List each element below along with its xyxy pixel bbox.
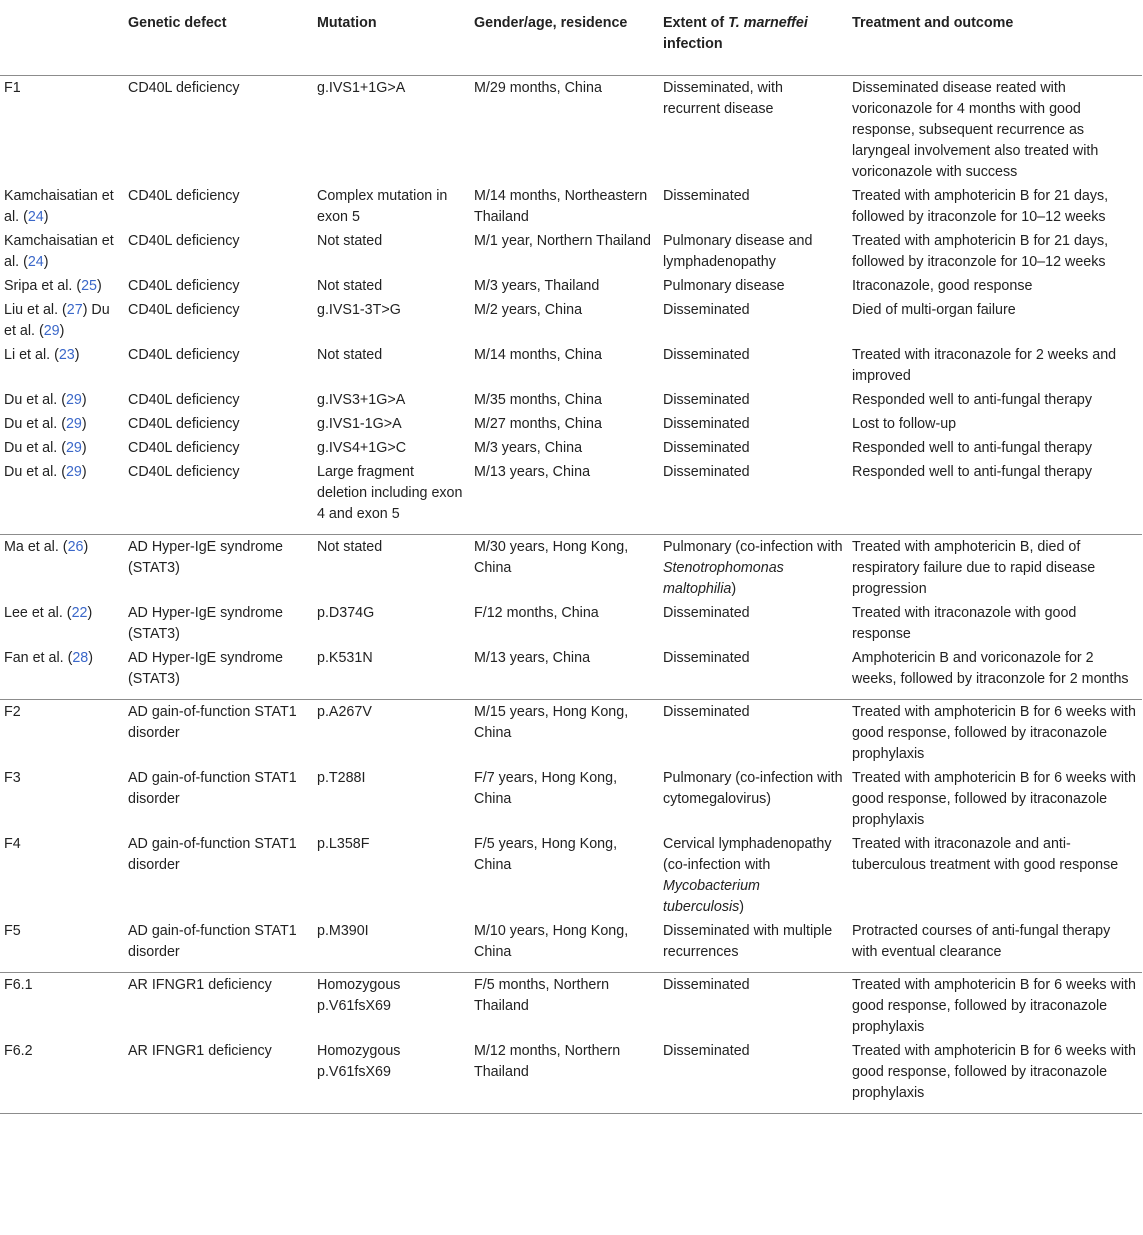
cell-text: Treated with itraconazole with good response bbox=[852, 604, 1077, 642]
cell-text: AD gain-of-function STAT1 disorder bbox=[128, 922, 297, 960]
treatment-outcome-cell bbox=[848, 766, 1142, 832]
cell-text: M/2 years, China bbox=[474, 301, 583, 318]
italic-organism-name: Stenotrophomonas maltophilia bbox=[663, 559, 784, 597]
cell-text: p.D374G bbox=[317, 604, 375, 621]
case-cell bbox=[0, 412, 124, 436]
cell-text: ) bbox=[88, 649, 94, 666]
mutation-cell bbox=[313, 766, 470, 832]
mutation-cell bbox=[313, 832, 470, 919]
cell-text: Du et al. ( bbox=[4, 415, 66, 432]
treatment-outcome-cell bbox=[848, 1039, 1142, 1114]
table-row bbox=[0, 699, 1142, 766]
cell-text: M/12 months, Northern Thailand bbox=[474, 1042, 621, 1080]
treatment-outcome-cell bbox=[848, 343, 1142, 388]
mutation-cell bbox=[313, 699, 470, 766]
infection-extent-cell bbox=[659, 298, 848, 343]
cell-text: AD Hyper-IgE syndrome (STAT3) bbox=[128, 538, 283, 576]
cell-text: Disseminated bbox=[663, 649, 750, 666]
cell-text: M/14 months, Northeastern Thailand bbox=[474, 187, 648, 225]
cell-text: Disseminated bbox=[663, 301, 750, 318]
infection-extent-cell bbox=[659, 274, 848, 298]
header-gender-age-residence: Gender/age, residence bbox=[470, 0, 659, 75]
mutation-cell bbox=[313, 388, 470, 412]
genetic-defect-cell bbox=[124, 388, 313, 412]
cell-text: Disseminated disease reated with voriconazole for 4 months with good response, subsequent recurrence as laryngeal involvement also treated with voriconazole with success bbox=[852, 79, 1099, 180]
cell-text: Ma et al. ( bbox=[4, 538, 68, 555]
cell-text: M/3 years, Thailand bbox=[474, 277, 600, 294]
case-cell bbox=[0, 832, 124, 919]
gender-age-residence-cell bbox=[470, 1039, 659, 1114]
cell-text: F3 bbox=[4, 769, 21, 786]
cell-text: CD40L deficiency bbox=[128, 346, 240, 363]
cell-text: F6.2 bbox=[4, 1042, 33, 1059]
treatment-outcome-cell bbox=[848, 646, 1142, 700]
cell-text: Treated with amphotericin B for 6 weeks with good response, followed by itraconazole prophylaxis bbox=[852, 769, 1136, 828]
genetic-defect-cell bbox=[124, 1039, 313, 1114]
mutation-cell bbox=[313, 75, 470, 184]
cell-text: F5 bbox=[4, 922, 21, 939]
cell-text: M/27 months, China bbox=[474, 415, 602, 432]
infection-extent-cell bbox=[659, 919, 848, 973]
cell-text: ) bbox=[731, 580, 737, 597]
gender-age-residence-cell bbox=[470, 412, 659, 436]
genetic-defect-cell bbox=[124, 229, 313, 274]
gender-age-residence-cell bbox=[470, 298, 659, 343]
case-cell bbox=[0, 534, 124, 601]
case-cell bbox=[0, 388, 124, 412]
gender-age-residence-cell bbox=[470, 184, 659, 229]
cell-text: Not stated bbox=[317, 277, 383, 294]
infection-extent-cell bbox=[659, 1039, 848, 1114]
infection-extent-cell bbox=[659, 699, 848, 766]
table-row bbox=[0, 298, 1142, 343]
cell-text: Large fragment deletion including exon 4 and exon 5 bbox=[317, 463, 463, 522]
cell-text: Liu et al. ( bbox=[4, 301, 67, 318]
cell-text: Disseminated bbox=[663, 415, 750, 432]
header-case bbox=[0, 0, 124, 75]
cell-text: Kamchaisatian et al. ( bbox=[4, 187, 114, 225]
table-group bbox=[0, 699, 1142, 972]
table-row bbox=[0, 534, 1142, 601]
cell-text: Amphotericin B and voriconazole for 2 weeks, followed by itraconzole for 2 months bbox=[852, 649, 1129, 687]
table-group bbox=[0, 972, 1142, 1113]
mutation-cell bbox=[313, 1039, 470, 1114]
genetic-defect-cell bbox=[124, 601, 313, 646]
cell-text: ) bbox=[74, 346, 80, 363]
genetic-defect-cell bbox=[124, 460, 313, 535]
cell-text: Sripa et al. ( bbox=[4, 277, 82, 294]
case-cell bbox=[0, 229, 124, 274]
genetic-defect-cell bbox=[124, 534, 313, 601]
cell-text: Disseminated bbox=[663, 346, 750, 363]
mutation-cell bbox=[313, 274, 470, 298]
cell-text: CD40L deficiency bbox=[128, 391, 240, 408]
infection-extent-cell bbox=[659, 832, 848, 919]
gender-age-residence-cell bbox=[470, 436, 659, 460]
case-cell bbox=[0, 919, 124, 973]
reference-link[interactable]: 29 bbox=[65, 439, 82, 456]
cell-text: Lost to follow-up bbox=[852, 415, 957, 432]
cell-text: ) bbox=[81, 463, 87, 480]
infection-extent-cell bbox=[659, 229, 848, 274]
cell-text: Du et al. ( bbox=[4, 391, 66, 408]
gender-age-residence-cell bbox=[470, 646, 659, 700]
mutation-cell bbox=[313, 646, 470, 700]
cell-text: ) bbox=[739, 898, 745, 915]
cell-text: CD40L deficiency bbox=[128, 79, 240, 96]
mutation-cell bbox=[313, 972, 470, 1039]
reference-link[interactable]: 24 bbox=[27, 253, 44, 270]
cell-text: g.IVS1-1G>A bbox=[317, 415, 402, 432]
genetic-defect-cell bbox=[124, 972, 313, 1039]
gender-age-residence-cell bbox=[470, 460, 659, 535]
table-row bbox=[0, 766, 1142, 832]
cell-text: AD Hyper-IgE syndrome (STAT3) bbox=[128, 604, 283, 642]
header-extent-of-infection: Extent of T. marneffei infection bbox=[659, 0, 848, 75]
case-cell bbox=[0, 1039, 124, 1114]
infection-extent-cell bbox=[659, 388, 848, 412]
genetic-defect-cell bbox=[124, 343, 313, 388]
cell-text: F2 bbox=[4, 703, 21, 720]
case-cell bbox=[0, 766, 124, 832]
mutation-cell bbox=[313, 229, 470, 274]
table-row bbox=[0, 388, 1142, 412]
cell-text: Fan et al. ( bbox=[4, 649, 73, 666]
cell-text: Lee et al. ( bbox=[4, 604, 72, 621]
cell-text: Pulmonary (co-infection with cytomegalovirus) bbox=[663, 769, 843, 807]
treatment-outcome-cell bbox=[848, 972, 1142, 1039]
treatment-outcome-cell bbox=[848, 75, 1142, 184]
case-cell bbox=[0, 646, 124, 700]
cell-text: Treated with itraconazole and anti-tuberculous treatment with good response bbox=[852, 835, 1119, 873]
treatment-outcome-cell bbox=[848, 601, 1142, 646]
case-cell bbox=[0, 274, 124, 298]
cell-text: g.IVS4+1G>C bbox=[317, 439, 407, 456]
cell-text: F4 bbox=[4, 835, 21, 852]
infection-extent-cell bbox=[659, 646, 848, 700]
cell-text: Disseminated bbox=[663, 187, 750, 204]
cell-text: Pulmonary disease and lymphadenopathy bbox=[663, 232, 813, 270]
case-cell bbox=[0, 343, 124, 388]
gender-age-residence-cell bbox=[470, 534, 659, 601]
genetic-defect-cell bbox=[124, 699, 313, 766]
cell-text: F/5 years, Hong Kong, China bbox=[474, 835, 618, 873]
cell-text: CD40L deficiency bbox=[128, 187, 240, 204]
gender-age-residence-cell bbox=[470, 388, 659, 412]
infection-extent-cell bbox=[659, 972, 848, 1039]
cell-text: p.A267V bbox=[317, 703, 372, 720]
cell-text: M/30 years, Hong Kong, China bbox=[474, 538, 629, 576]
cell-text: ) bbox=[83, 538, 89, 555]
cell-text: F1 bbox=[4, 79, 21, 96]
genetic-defect-cell bbox=[124, 75, 313, 184]
treatment-outcome-cell bbox=[848, 274, 1142, 298]
case-cell bbox=[0, 601, 124, 646]
cell-text: Disseminated bbox=[663, 1042, 750, 1059]
reference-link[interactable]: 26 bbox=[67, 538, 84, 555]
cell-text: ) bbox=[43, 253, 49, 270]
cell-text: AD Hyper-IgE syndrome (STAT3) bbox=[128, 649, 283, 687]
cell-text: M/14 months, China bbox=[474, 346, 602, 363]
infection-extent-cell bbox=[659, 436, 848, 460]
cell-text: M/1 year, Northern Thailand bbox=[474, 232, 651, 249]
cell-text: Homozygous p.V61fsX69 bbox=[317, 976, 401, 1014]
genetic-defect-cell bbox=[124, 184, 313, 229]
cell-text: Disseminated bbox=[663, 463, 750, 480]
cell-text: Disseminated with multiple recurrences bbox=[663, 922, 833, 960]
cell-text: Disseminated bbox=[663, 439, 750, 456]
infection-extent-cell bbox=[659, 601, 848, 646]
cell-text: ) bbox=[96, 277, 102, 294]
cell-text: Pulmonary disease bbox=[663, 277, 785, 294]
cell-text: Cervical lymphadenopathy (co-infection with bbox=[663, 835, 832, 873]
cell-text: Treated with amphotericin B, died of respiratory failure due to rapid disease progression bbox=[852, 538, 1096, 597]
cell-text: Responded well to anti-fungal therapy bbox=[852, 391, 1093, 408]
cell-text: Du et al. ( bbox=[4, 439, 66, 456]
mutation-cell bbox=[313, 919, 470, 973]
cell-text: p.K531N bbox=[317, 649, 373, 666]
italic-organism-name: T. marneffei bbox=[728, 15, 808, 31]
genetic-defect-cell bbox=[124, 274, 313, 298]
cell-text: Not stated bbox=[317, 538, 383, 555]
cell-text: M/15 years, Hong Kong, China bbox=[474, 703, 629, 741]
cell-text: Disseminated, with recurrent disease bbox=[663, 79, 783, 117]
cell-text: M/13 years, China bbox=[474, 649, 591, 666]
table-row bbox=[0, 1039, 1142, 1114]
cell-text: CD40L deficiency bbox=[128, 277, 240, 294]
genetic-defect-cell bbox=[124, 298, 313, 343]
treatment-outcome-cell bbox=[848, 229, 1142, 274]
case-cell bbox=[0, 699, 124, 766]
mutation-cell bbox=[313, 460, 470, 535]
gender-age-residence-cell bbox=[470, 972, 659, 1039]
cell-text: F/12 months, China bbox=[474, 604, 599, 621]
reference-link[interactable]: 22 bbox=[71, 604, 88, 621]
cell-text: ) bbox=[87, 604, 93, 621]
cell-text: Itraconazole, good response bbox=[852, 277, 1033, 294]
gender-age-residence-cell bbox=[470, 601, 659, 646]
cell-text: Complex mutation in exon 5 bbox=[317, 187, 448, 225]
genetic-defect-cell bbox=[124, 766, 313, 832]
cell-text: g.IVS3+1G>A bbox=[317, 391, 406, 408]
mutation-cell bbox=[313, 412, 470, 436]
cell-text: CD40L deficiency bbox=[128, 232, 240, 249]
gender-age-residence-cell bbox=[470, 699, 659, 766]
infection-extent-cell bbox=[659, 766, 848, 832]
treatment-outcome-cell bbox=[848, 298, 1142, 343]
table-row bbox=[0, 75, 1142, 184]
cell-text: Responded well to anti-fungal therapy bbox=[852, 463, 1093, 480]
treatment-outcome-cell bbox=[848, 534, 1142, 601]
cell-text: Treated with amphotericin B for 21 days, followed by itraconzole for 10–12 weeks bbox=[852, 232, 1109, 270]
reference-link[interactable]: 29 bbox=[43, 322, 60, 339]
header-genetic-defect: Genetic defect bbox=[124, 0, 313, 75]
reference-link[interactable]: 23 bbox=[58, 346, 75, 363]
cell-text: ) bbox=[81, 439, 87, 456]
cell-text: Treated with itraconazole for 2 weeks and improved bbox=[852, 346, 1117, 384]
mutation-cell bbox=[313, 298, 470, 343]
cell-text: M/35 months, China bbox=[474, 391, 602, 408]
reference-link[interactable]: 29 bbox=[65, 415, 82, 432]
case-cell bbox=[0, 298, 124, 343]
table-row bbox=[0, 229, 1142, 274]
cell-text: AD gain-of-function STAT1 disorder bbox=[128, 835, 297, 873]
header-treatment-and-outcome: Treatment and outcome bbox=[848, 0, 1142, 75]
table-row bbox=[0, 832, 1142, 919]
infection-extent-cell bbox=[659, 534, 848, 601]
table-row bbox=[0, 436, 1142, 460]
reference-link[interactable]: 29 bbox=[65, 463, 82, 480]
cell-text: CD40L deficiency bbox=[128, 463, 240, 480]
cell-text: F/7 years, Hong Kong, China bbox=[474, 769, 618, 807]
genetic-defect-cell bbox=[124, 412, 313, 436]
table-header bbox=[0, 0, 1142, 75]
cell-text: Died of multi-organ failure bbox=[852, 301, 1016, 318]
genetic-defect-cell bbox=[124, 646, 313, 700]
table-row bbox=[0, 184, 1142, 229]
cell-text: CD40L deficiency bbox=[128, 415, 240, 432]
treatment-outcome-cell bbox=[848, 184, 1142, 229]
cell-text: p.T288I bbox=[317, 769, 366, 786]
cell-text: Homozygous p.V61fsX69 bbox=[317, 1042, 401, 1080]
case-cell bbox=[0, 460, 124, 535]
cell-text: g.IVS1+1G>A bbox=[317, 79, 406, 96]
cell-text: Disseminated bbox=[663, 391, 750, 408]
cell-text: ) bbox=[43, 208, 49, 225]
treatment-outcome-cell bbox=[848, 699, 1142, 766]
cell-text: M/10 years, Hong Kong, China bbox=[474, 922, 629, 960]
cell-text: Disseminated bbox=[663, 604, 750, 621]
cell-text: Not stated bbox=[317, 346, 383, 363]
treatment-outcome-cell bbox=[848, 919, 1142, 973]
gender-age-residence-cell bbox=[470, 766, 659, 832]
cell-text: Li et al. ( bbox=[4, 346, 59, 363]
gender-age-residence-cell bbox=[470, 832, 659, 919]
cell-text: CD40L deficiency bbox=[128, 439, 240, 456]
treatment-outcome-cell bbox=[848, 436, 1142, 460]
cell-text: M/3 years, China bbox=[474, 439, 583, 456]
cell-text: ) bbox=[59, 322, 65, 339]
infection-extent-cell bbox=[659, 184, 848, 229]
genetic-defect-cell bbox=[124, 436, 313, 460]
treatment-outcome-cell bbox=[848, 388, 1142, 412]
mutation-cell bbox=[313, 436, 470, 460]
gender-age-residence-cell bbox=[470, 229, 659, 274]
gender-age-residence-cell bbox=[470, 919, 659, 973]
cell-text: Treated with amphotericin B for 6 weeks with good response, followed by itraconazole prophylaxis bbox=[852, 703, 1136, 762]
table-group bbox=[0, 75, 1142, 534]
cell-text: Kamchaisatian et al. ( bbox=[4, 232, 114, 270]
treatment-outcome-cell bbox=[848, 412, 1142, 436]
cell-text: p.L358F bbox=[317, 835, 370, 852]
cell-text: ) bbox=[81, 391, 87, 408]
table-row bbox=[0, 972, 1142, 1039]
reference-link[interactable]: 25 bbox=[81, 277, 97, 294]
header-row bbox=[0, 0, 1142, 75]
reference-link[interactable]: 27 bbox=[66, 301, 83, 318]
cell-text: F6.1 bbox=[4, 976, 33, 993]
mutation-cell bbox=[313, 343, 470, 388]
infection-extent-cell bbox=[659, 412, 848, 436]
case-cell bbox=[0, 75, 124, 184]
reference-link[interactable]: 28 bbox=[72, 649, 89, 666]
table-row bbox=[0, 460, 1142, 535]
treatment-outcome-cell bbox=[848, 460, 1142, 535]
table-group bbox=[0, 534, 1142, 699]
table-row bbox=[0, 343, 1142, 388]
gender-age-residence-cell bbox=[470, 274, 659, 298]
cell-text: Du et al. ( bbox=[4, 463, 66, 480]
header-mutation: Mutation bbox=[313, 0, 470, 75]
cell-text: F/5 months, Northern Thailand bbox=[474, 976, 610, 1014]
cell-text: ) Du et al. ( bbox=[4, 301, 110, 339]
table-row bbox=[0, 601, 1142, 646]
cell-text: AD gain-of-function STAT1 disorder bbox=[128, 769, 297, 807]
cell-text: Treated with amphotericin B for 6 weeks with good response, followed by itraconazole prophylaxis bbox=[852, 976, 1136, 1035]
cell-text: Treated with amphotericin B for 6 weeks with good response, followed by itraconazole prophylaxis bbox=[852, 1042, 1136, 1101]
cell-text: Not stated bbox=[317, 232, 383, 249]
gender-age-residence-cell bbox=[470, 343, 659, 388]
case-cell bbox=[0, 972, 124, 1039]
italic-organism-name: Mycobacterium tuberculosis bbox=[663, 877, 760, 915]
cell-text: M/29 months, China bbox=[474, 79, 602, 96]
gender-age-residence-cell bbox=[470, 75, 659, 184]
cell-text: Disseminated bbox=[663, 703, 750, 720]
treatment-outcome-cell bbox=[848, 832, 1142, 919]
mutation-cell bbox=[313, 534, 470, 601]
genetic-defect-cell bbox=[124, 919, 313, 973]
cell-text: AD gain-of-function STAT1 disorder bbox=[128, 703, 297, 741]
cell-text: Pulmonary (co-infection with bbox=[663, 538, 843, 555]
cell-text: g.IVS1-3T>G bbox=[317, 301, 401, 318]
infection-extent-cell bbox=[659, 75, 848, 184]
cell-text: CD40L deficiency bbox=[128, 301, 240, 318]
cell-text: Responded well to anti-fungal therapy bbox=[852, 439, 1093, 456]
infection-extent-cell bbox=[659, 460, 848, 535]
infection-extent-cell bbox=[659, 343, 848, 388]
table-row bbox=[0, 274, 1142, 298]
table-row bbox=[0, 646, 1142, 700]
reference-link[interactable]: 29 bbox=[65, 391, 82, 408]
cell-text: Protracted courses of anti-fungal therapy with eventual clearance bbox=[852, 922, 1111, 960]
cell-text: AR IFNGR1 deficiency bbox=[128, 1042, 272, 1059]
cell-text: Treated with amphotericin B for 21 days, followed by itraconzole for 10–12 weeks bbox=[852, 187, 1109, 225]
table-row bbox=[0, 412, 1142, 436]
cell-text: M/13 years, China bbox=[474, 463, 591, 480]
case-cell bbox=[0, 436, 124, 460]
table-row bbox=[0, 919, 1142, 973]
cell-text: AR IFNGR1 deficiency bbox=[128, 976, 272, 993]
mutation-cell bbox=[313, 184, 470, 229]
cell-text: ) bbox=[81, 415, 87, 432]
case-cell bbox=[0, 184, 124, 229]
genetic-defect-cell bbox=[124, 832, 313, 919]
reference-link[interactable]: 24 bbox=[27, 208, 44, 225]
cell-text: p.M390I bbox=[317, 922, 369, 939]
mutation-cell bbox=[313, 601, 470, 646]
cell-text: Disseminated bbox=[663, 976, 750, 993]
